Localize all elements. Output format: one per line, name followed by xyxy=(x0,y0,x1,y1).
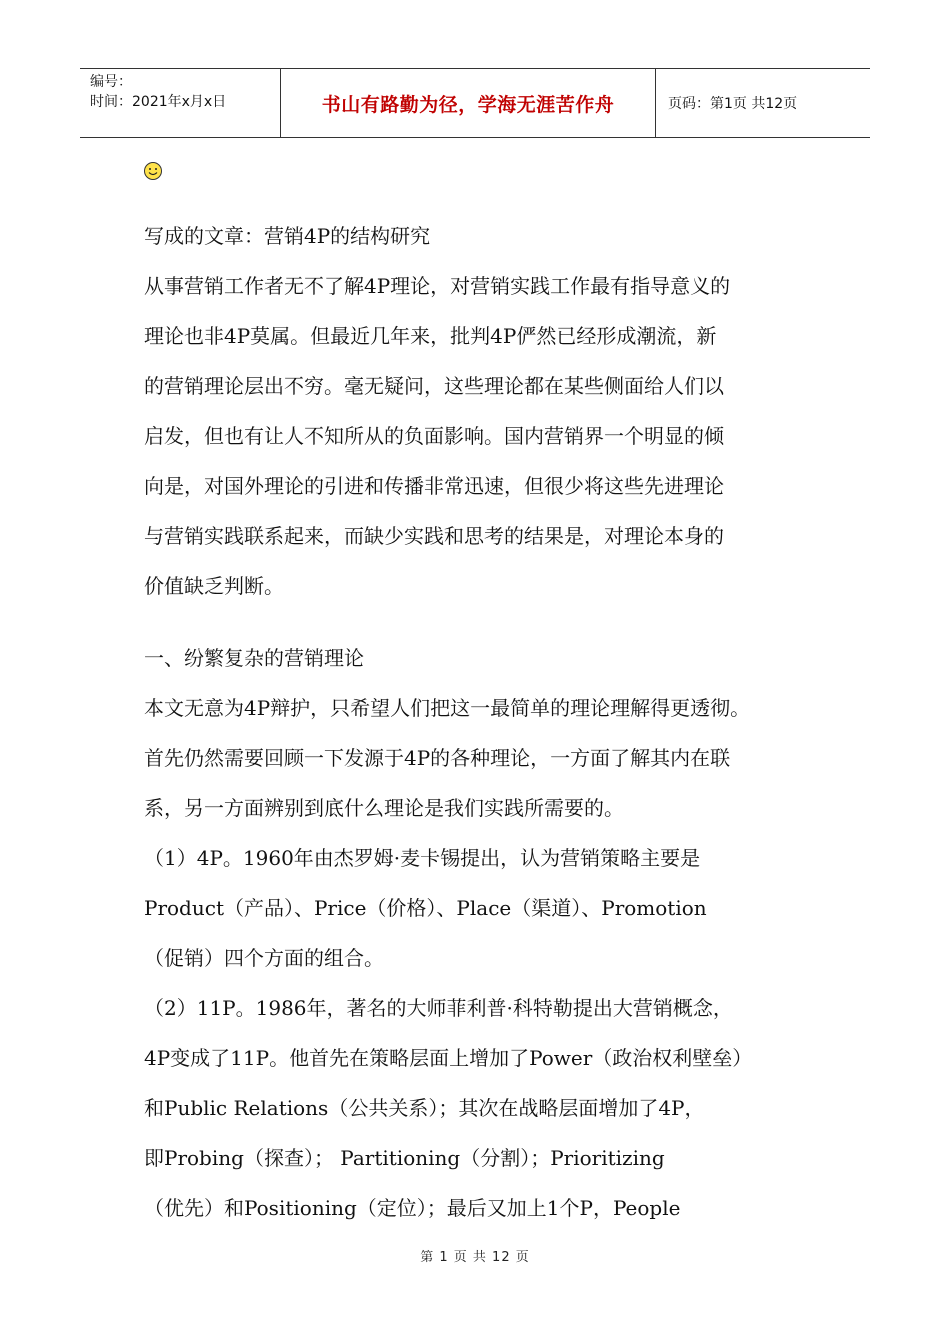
smiley-icon xyxy=(143,161,163,181)
text-line: 向是，对国外理论的引进和传播非常迅速，但很少将这些先进理论 xyxy=(144,474,724,498)
header-page-info xyxy=(656,69,870,137)
section-paragraph xyxy=(144,688,834,1238)
page-info-text: 页码：第1页 共12页 xyxy=(668,96,798,112)
text-line: （1）4P。1960年由杰罗姆·麦卡锡提出，认为营销策略主要是 xyxy=(144,846,701,870)
text-line: 本文无意为4P辩护，只希望人们把这一最简单的理论理解得更透彻。 xyxy=(144,696,751,720)
text-line: （2）11P。1986年，著名的大师菲利普·科特勒提出大营销概念， xyxy=(144,996,733,1020)
text-line: 4P变成了11P。他首先在策略层面上增加了Power（政治权利壁垒） xyxy=(144,1046,753,1070)
text-line: 与营销实践联系起来，而缺少实践和思考的结果是，对理论本身的 xyxy=(144,524,724,548)
motto-text: 书山有路勤为径，学海无涯苦作舟 xyxy=(321,93,615,116)
header-meta xyxy=(80,69,280,137)
intro-paragraph xyxy=(144,266,834,616)
article-title: 写成的文章：营销4P的结构研究 xyxy=(144,224,431,248)
time-label: 时间：2021年x月x日 xyxy=(90,94,227,110)
text-line: Product（产品）、Price（价格）、Place（渠道）、Promotion xyxy=(144,896,707,920)
text-line: （促销）四个方面的组合。 xyxy=(144,946,384,970)
page-header xyxy=(80,68,870,138)
text-line: （优先）和Positioning（定位）；最后又加上1个P，People xyxy=(144,1196,681,1220)
text-line: 价值缺乏判断。 xyxy=(144,574,284,598)
footer-page-number: 第 1 页 共 12 页 xyxy=(420,1250,530,1265)
page-footer xyxy=(0,1246,950,1265)
article-body xyxy=(144,216,834,1238)
number-label: 编号： xyxy=(90,74,132,90)
text-line: 和Public Relations（公共关系）；其次在战略层面增加了4P， xyxy=(144,1096,705,1120)
text-line: 即Probing（探查）； Partitioning（分割）；Prioritizing xyxy=(144,1146,665,1170)
text-line: 从事营销工作者无不了解4P理论，对营销实践工作最有指导意义的 xyxy=(144,274,731,298)
text-line: 启发，但也有让人不知所从的负面影响。国内营销界一个明显的倾 xyxy=(144,424,724,448)
text-line: 理论也非4P莫属。但最近几年来，批判4P俨然已经形成潮流，新 xyxy=(144,324,717,348)
section-heading: 一、纷繁复杂的营销理论 xyxy=(144,646,364,670)
text-line: 首先仍然需要回顾一下发源于4P的各种理论，一方面了解其内在联 xyxy=(144,746,731,770)
text-line: 系，另一方面辨别到底什么理论是我们实践所需要的。 xyxy=(144,796,624,820)
header-motto xyxy=(280,69,656,137)
text-line: 的营销理论层出不穷。毫无疑问，这些理论都在某些侧面给人们以 xyxy=(144,374,724,398)
